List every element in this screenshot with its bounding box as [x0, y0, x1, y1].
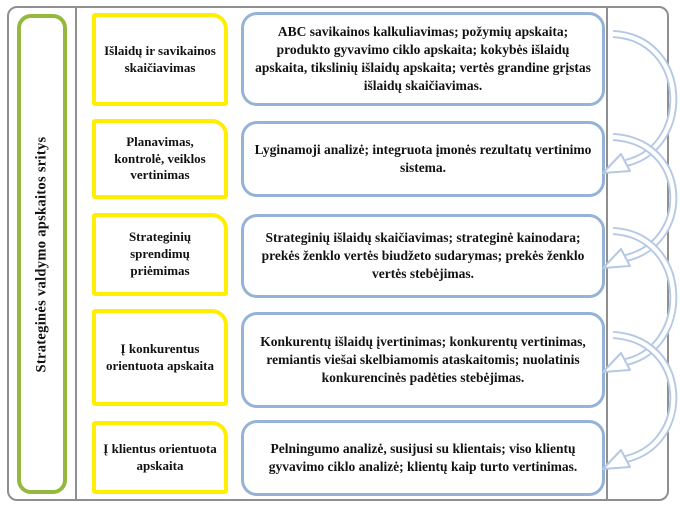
description-text: Pelningumo analizė, susijusi su klientais; viso klientų gyvavimo ciklo analizė; klientų kaip turto vertinimas.	[268, 441, 578, 474]
description-box-strategic-decisions	[241, 214, 605, 298]
description-box-cost-calculation	[241, 12, 605, 106]
description-text: Lyginamoji analizė; integruota įmonės rezultatų vertinimo sistema.	[254, 142, 592, 175]
category-label: Planavimas, kontrolė, veiklos vertinimas	[114, 133, 206, 183]
category-box-customer-accounting	[92, 421, 228, 494]
divider-right	[606, 7, 608, 501]
category-label: Išlaidų ir savikainos skaičiavimas	[104, 42, 216, 75]
description-box-competitor-accounting	[241, 312, 605, 408]
sidebar-panel	[17, 14, 67, 494]
description-text: Konkurentų išlaidų įvertinimas; konkurentų vertinimas, remiantis viešai skelbiamomis ataskaitomis; nuolatinis konkurencinės padėties stebėjimas.	[260, 334, 586, 385]
category-box-competitor-accounting	[92, 309, 228, 406]
category-label: Į konkurentus orientuota apskaita	[106, 340, 214, 373]
category-label: Strateginių sprendimų priėmimas	[128, 229, 192, 278]
description-box-planning-control	[241, 121, 605, 197]
sidebar-title: Strateginės valdymo apskaitos sritys	[33, 136, 50, 372]
divider-left	[75, 7, 77, 501]
category-label: Į klientus orientuota apskaita	[103, 440, 217, 473]
category-box-strategic-decisions	[92, 213, 228, 296]
description-text: ABC savikainos kalkuliavimas; požymių apskaita; produkto gyvavimo ciklo apskaita; kokybės išlaidų apskaita, tikslinių išlaidų apskaita; vertės grandine grįstas išlaidų skaičiavimas.	[255, 24, 591, 93]
description-box-customer-accounting	[241, 420, 605, 496]
category-box-planning-control	[92, 119, 228, 199]
category-box-cost-calculation	[92, 13, 228, 106]
description-text: Strateginių išlaidų skaičiavimas; strateginė kainodara; prekės ženklo vertės biudžeto sudarymas; prekės ženklo vertės stebėjimas.	[261, 230, 585, 281]
